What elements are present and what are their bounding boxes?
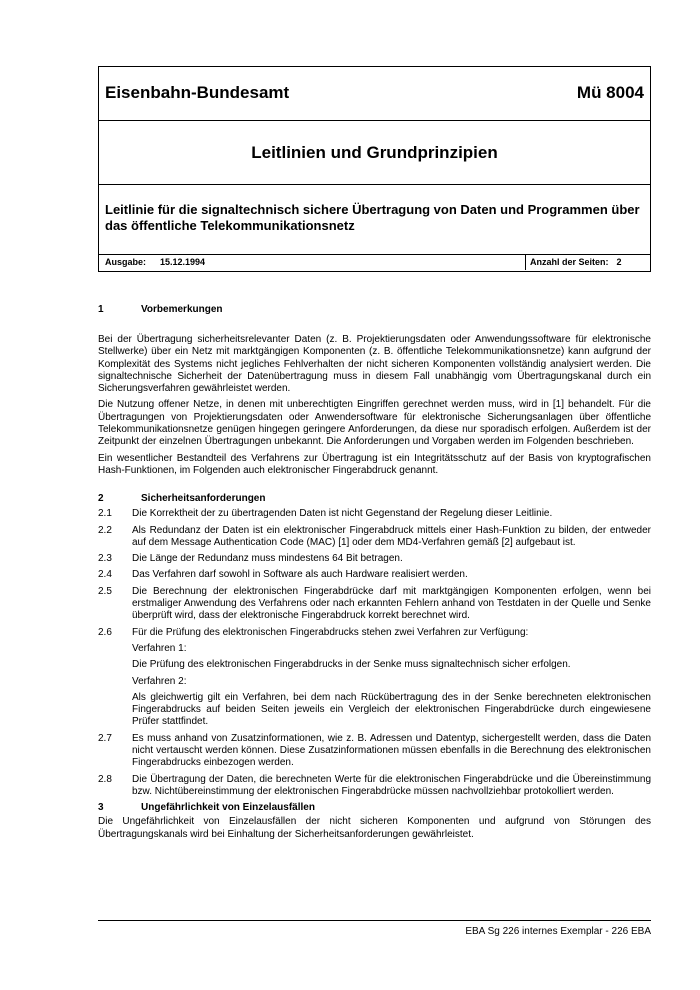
item-number: 2.7 — [98, 732, 112, 744]
header-row-title — [99, 185, 650, 255]
section-number: 1 — [98, 304, 104, 315]
pages-label: Anzahl der Seiten: — [530, 257, 609, 267]
document-number: Mü 8004 — [576, 83, 644, 102]
footer-divider — [98, 920, 651, 921]
list-item — [98, 508, 651, 520]
paragraph: Bei der Übertragung sicherheitsrelevanter Daten (z. B. Projektierungsdaten oder Anwendungssoftware für elektronische Stellwerke) über ein Netz mit marktgängigen Komponenten (z. B. öffentliche Telekommunikationsnetze) kann aufgrund der Komplexität des Systems nicht jegliches Fehlverhalten der nicht sicheren Komponenten vollständig analysiert werden. Die signaltechnische Sicherheit der Datenübertragung muss in diesem Fall unabhängig vom Übertragungskanal durch ein Sicherungsverfahren gewährleistet werden. — [98, 334, 651, 395]
item-text: Für die Prüfung des elektronischen Fingerabdrucks stehen zwei Verfahren zur Verfügung: — [132, 626, 529, 638]
document-header-box — [98, 66, 651, 272]
item-number: 2.8 — [98, 773, 112, 785]
item-text: Es muss anhand von Zusatzinformationen, wie z. B. Adressen und Datentyp, sichergestellt werden, dass die Daten nicht vertauscht werden können. Diese Zusatzinformationen müssen ebenfalls in die Berechnung des elektronischen Fingerabdrucks einbezogen werden. — [132, 732, 651, 769]
item-text: Das Verfahren darf sowohl in Software als auch Hardware realisiert werden. — [132, 569, 468, 581]
paragraph: Ein wesentlicher Bestandteil des Verfahrens zur Übertragung ist ein Integritätsschutz auf der Basis von kryptografischen Hash-Funktionen, im Folgenden auch elektronischer Fingerabdruck genannt. — [98, 452, 651, 476]
pages-count: 2 — [616, 257, 622, 267]
document-body — [98, 304, 651, 841]
section-number: 2 — [98, 493, 104, 505]
item-number: 2.6 — [98, 626, 112, 638]
organization-name: Eisenbahn-Bundesamt — [105, 83, 290, 102]
item-number: 2.3 — [98, 553, 112, 565]
section-heading — [98, 493, 651, 506]
list-item — [98, 525, 651, 550]
paragraph: Die Nutzung offener Netze, in denen mit unberechtigten Eingriffen gerechnet werden muss, wird in [1] behandelt. Für die Übertragungen von Projektierungsdaten oder Anwendersoftware für elektronische Sicherungsanlagen über öffentliche Telekommunikationsnetze genügen hingegen geringere Anforderungen, da diese nur sporadisch erfolgen. Außerdem ist der Zeitpunkt der einzelnen Übertragungen unbekannt. Die Anforderungen und Vorgaben werden im Folgenden beschrieben. — [98, 399, 651, 448]
item-text: Die Berechnung der elektronischen Fingerabdrücke darf mit marktgängigen Komponenten erfolgen, wenn bei erstmaliger Anwendung des Verfahrens oder nach erkannten Fehlern anhand von Testdaten in der Quelle und Senke überprüft wird, dass der elektronische Fingerabdruck korrekt berechnet wird. — [132, 585, 651, 622]
section-title: Sicherheitsanforderungen — [141, 493, 266, 505]
item-text: Die Länge der Redundanz muss mindestens 64 Bit betragen. — [132, 553, 403, 565]
item-text: Die Korrektheit der zu übertragenden Daten ist nicht Gegenstand der Regelung dieser Leitlinie. — [132, 508, 553, 520]
procedure-label: Verfahren 1: — [132, 642, 187, 654]
section-title: Vorbemerkungen — [141, 304, 223, 315]
footer-text: EBA Sg 226 internes Exemplar - 226 EBA — [465, 926, 651, 937]
item-number: 2.4 — [98, 569, 112, 581]
section-heading — [98, 802, 651, 815]
paragraph: Die Ungefährlichkeit von Einzelausfällen der nicht sicheren Komponenten und aufgrund von Störungen des Übertragungskanals wird bei Einhaltung der Sicherheitsanforderungen gewährleistet. — [98, 816, 651, 840]
header-row-meta — [99, 255, 650, 270]
header-row-organization — [99, 67, 650, 121]
item-number: 2.1 — [98, 508, 112, 520]
header-row-series — [99, 121, 650, 185]
item-number: 2.5 — [98, 585, 112, 597]
item-text: Als Redundanz der Daten ist ein elektronischer Fingerabdruck mittels einer Hash-Funktion zu bilden, der entweder auf dem Message Authentication Code (MAC) [1] oder dem MD4-Verfahren gemäß [2] aufgebaut ist. — [132, 524, 651, 548]
list-item — [98, 627, 651, 639]
document-title: Leitlinie für die signaltechnisch sichere Übertragung von Daten und Programmen über das öffentliche Telekommunikationsnetz — [105, 202, 640, 233]
list-item — [98, 774, 651, 799]
procedure-text: Die Prüfung des elektronischen Fingerabdrucks in der Senke muss signaltechnisch sicher erfolgen. — [132, 659, 571, 671]
list-item — [98, 733, 651, 770]
procedure-text: Als gleichwertig gilt ein Verfahren, bei dem nach Rückübertragung des in der Senke berechneten elektronischen Fingerabdrucks auf beiden Seiten jeweils ein Vergleich der elektronischen Fingerabdrücke durch eingewiesene Prüfer stattfindet. — [132, 691, 651, 728]
item-number: 2.2 — [98, 524, 112, 536]
section-number: 3 — [98, 802, 104, 814]
page-count-info — [525, 255, 652, 270]
issue-date: 15.12.1994 — [160, 257, 206, 267]
list-item — [98, 553, 651, 565]
item-text: Die Übertragung der Daten, die berechneten Werte für die elektronischen Fingerabdrücke und die Übereinstimmung bzw. Nichtübereinstimmung der elektronischen Fingerabdrücke müssen nachvollziehbar protokolliert werden. — [132, 773, 651, 797]
procedure-label: Verfahren 2: — [132, 675, 187, 687]
section-title: Ungefährlichkeit von Einzelausfällen — [141, 802, 315, 814]
issue-info — [105, 257, 205, 267]
list-item — [98, 569, 651, 581]
section-heading — [98, 304, 651, 317]
issue-label: Ausgabe: — [105, 257, 147, 267]
series-title: Leitlinien und Grundprinzipien — [251, 143, 498, 162]
list-item — [98, 586, 651, 623]
